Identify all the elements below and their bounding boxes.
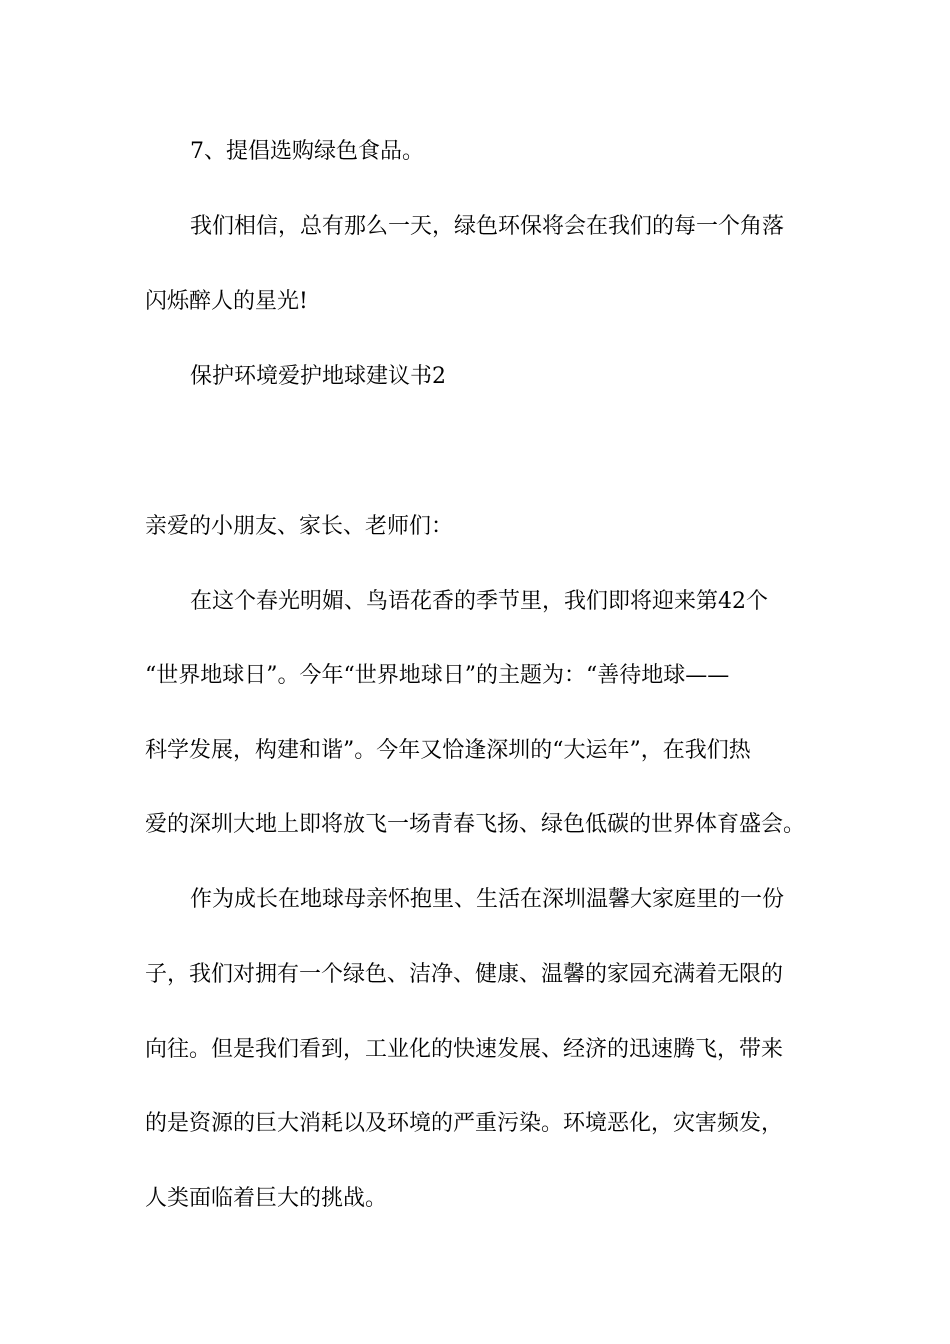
text-line: 人类面临着巨大的挑战。 [145, 1186, 388, 1211]
text-line: 的是资源的巨大消耗以及环境的严重污染。环境恶化，灾害频发， [145, 1111, 784, 1136]
text-line: 在这个春光明媚、鸟语花香的季节里，我们即将迎来第42个 [190, 589, 768, 614]
text-line: 闪烁醉人的星光! [145, 289, 308, 314]
text-line: 作为成长在地球母亲怀抱里、生活在深圳温馨大家庭里的一份 [190, 887, 785, 912]
text-line: 子，我们对拥有一个绿色、洁净、健康、温馨的家园充满着无限的 [145, 962, 784, 987]
section-heading: 保护环境爱护地球建议书2 [190, 364, 446, 389]
text-line: “世界地球日”。今年“世界地球日”的主题为：“善待地球—— [145, 663, 730, 688]
salutation: 亲爱的小朋友、家长、老师们： [145, 514, 454, 539]
text-line: 向往。但是我们看到，工业化的快速发展、经济的迅速腾飞，带来 [145, 1037, 784, 1062]
text-line: 爱的深圳大地上即将放飞一场青春飞扬、绿色低碳的世界体育盛会。 [145, 812, 806, 837]
text-line: 7、提倡选购绿色食品。 [190, 139, 424, 164]
text-line: 科学发展，构建和谐”。今年又恰逢深圳的“大运年”，在我们热 [145, 738, 751, 763]
text-line: 我们相信，总有那么一天，绿色环保将会在我们的每一个角落 [190, 214, 785, 239]
